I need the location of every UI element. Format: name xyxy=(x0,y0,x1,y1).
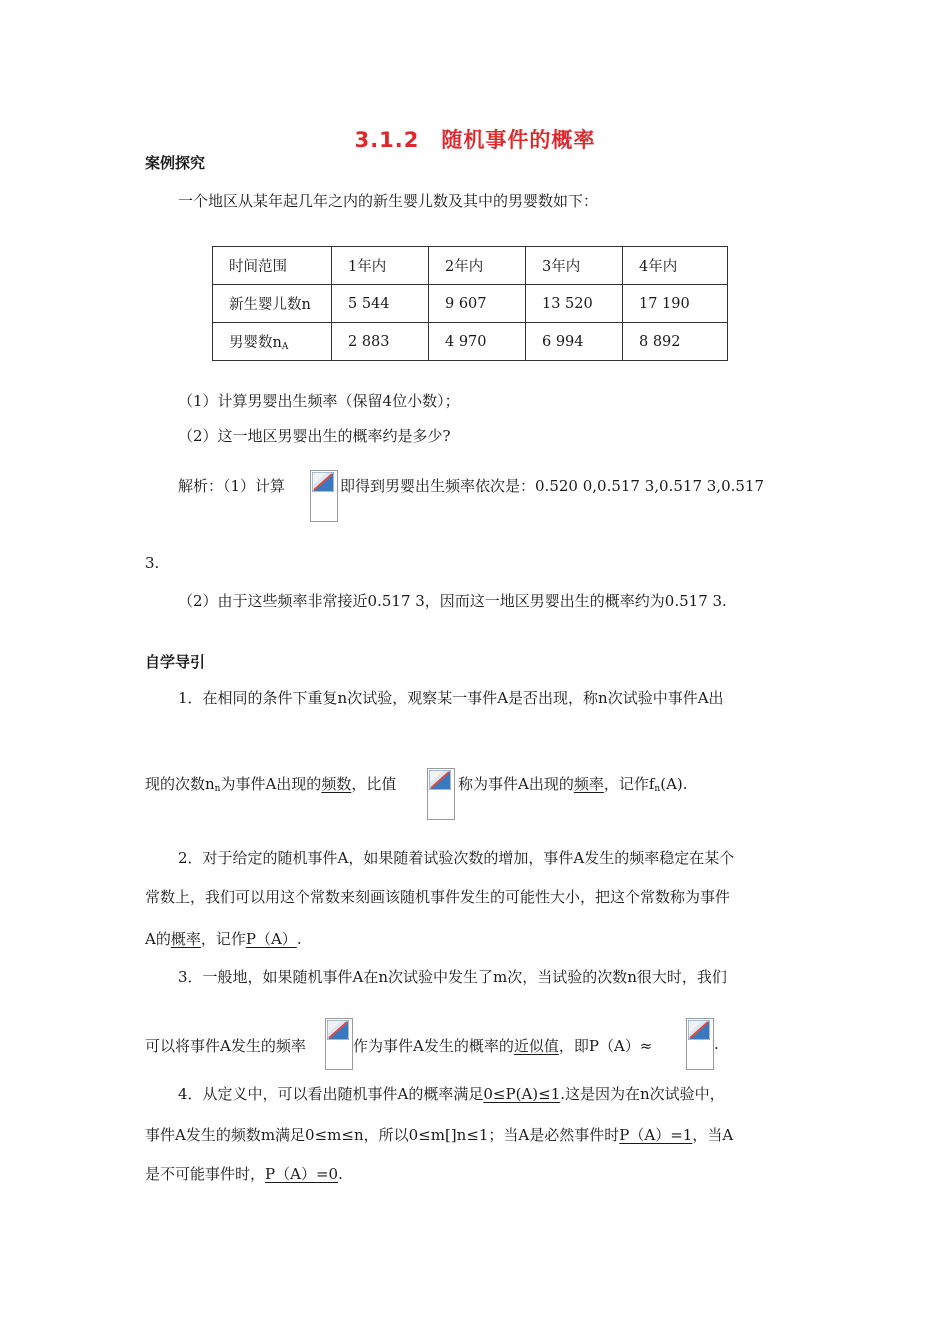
table-cell: 4 970 xyxy=(429,323,526,361)
section-heading-self-study: 自学导引 xyxy=(145,653,206,671)
question-2: （2）这一地区男婴出生的概率约是多少? xyxy=(178,427,451,445)
table-cell: 新生婴儿数n xyxy=(213,285,332,323)
text: 是不可能事件时， xyxy=(145,1165,266,1183)
paragraph-3-line-1: 3．一般地，如果随机事件A在n次试验中发生了m次，当试验的次数n很大时，我们 xyxy=(178,968,727,986)
subscript: n xyxy=(654,784,661,794)
text: ，即P（A）≈ xyxy=(558,1037,653,1055)
underlined-answer: 概率 xyxy=(170,930,201,948)
text: . xyxy=(338,1165,343,1183)
paragraph-2-line-1: 2．对于给定的随机事件A，如果随着试验次数的增加，事件A发生的频率稳定在某个 xyxy=(178,849,735,867)
paragraph-4-line-2 xyxy=(145,1124,733,1145)
solution-line-1b: 即得到男婴出生频率依次是：0.520 0,0.517 3,0.517 3,0.517 xyxy=(340,477,765,495)
text: (A). xyxy=(660,775,688,793)
text: . xyxy=(296,930,302,948)
broken-image-icon xyxy=(310,470,338,522)
underlined-answer: 频数 xyxy=(321,775,352,793)
text: .这是因为在n次试验中， xyxy=(560,1085,725,1103)
broken-image-icon xyxy=(325,1018,353,1070)
table-cell: 9 607 xyxy=(429,285,526,323)
solution-line-2: （2）由于这些频率非常接近0.517 3，因而这一地区男婴出生的概率约为0.517 3. xyxy=(178,592,727,610)
table-cell xyxy=(213,323,332,361)
table-cell: 2 883 xyxy=(332,323,429,361)
question-1: （1）计算男婴出生频率（保留4位小数）； xyxy=(178,392,460,410)
table-cell: 1年内 xyxy=(332,247,429,285)
table-cell: 5 544 xyxy=(332,285,429,323)
table-row xyxy=(213,323,728,361)
paragraph-3-line-2b xyxy=(353,1035,652,1056)
text: ，记作 xyxy=(200,930,246,948)
underlined-answer: 近似值 xyxy=(513,1037,559,1055)
text: 4．从定义中，可以看出随机事件A的概率满足 xyxy=(178,1085,484,1103)
section-heading-case-study: 案例探究 xyxy=(145,154,206,172)
text: 称为事件A出现的 xyxy=(458,775,574,793)
page-title: 3.1.2 随机事件的概率 xyxy=(354,128,596,152)
broken-image-icon xyxy=(427,768,455,820)
table-row xyxy=(213,285,728,323)
underlined-answer: P（A） xyxy=(245,930,297,948)
text: ，当A xyxy=(692,1126,734,1144)
table-header-row xyxy=(213,247,728,285)
text: A的 xyxy=(145,930,171,948)
underlined-answer: P（A）=1 xyxy=(619,1126,693,1144)
paragraph-3-line-2a: 可以将事件A发生的频率 xyxy=(145,1037,306,1055)
paragraph-2-line-2: 常数上，我们可以用这个常数来刻画该随机事件发生的可能性大小，把这个常数称为事件 xyxy=(145,888,731,906)
subscript: n xyxy=(214,784,221,794)
text: 事件A发生的频数m满足0≤m≤n，所以0≤m[]n≤1；当A是必然事件时 xyxy=(145,1126,620,1144)
paragraph-4-line-1 xyxy=(178,1083,725,1104)
table-cell: 13 520 xyxy=(526,285,623,323)
text: ，记作f xyxy=(603,775,655,793)
text: ，比值 xyxy=(351,775,397,793)
paragraph-2-line-3 xyxy=(145,928,302,949)
underlined-answer: 0≤P(A)≤1 xyxy=(483,1085,561,1103)
text: 为事件A出现的 xyxy=(220,775,322,793)
table-cell: 4年内 xyxy=(623,247,728,285)
table-cell: 3年内 xyxy=(526,247,623,285)
underlined-answer: 频率 xyxy=(573,775,604,793)
broken-image-icon xyxy=(686,1018,714,1070)
paragraph-1-line-2 xyxy=(145,773,396,794)
row-label-subscript: A xyxy=(281,342,289,352)
table-cell: 2年内 xyxy=(429,247,526,285)
table-cell: 6 994 xyxy=(526,323,623,361)
intro-paragraph: 一个地区从某年起几年之内的新生婴儿数及其中的男婴数如下： xyxy=(178,192,599,210)
row-label: 男婴数n xyxy=(229,335,282,351)
text: 现的次数n xyxy=(145,775,215,793)
solution-line-1a: 解析：（1）计算 xyxy=(178,477,286,495)
birth-data-table xyxy=(212,246,728,361)
paragraph-4-line-3 xyxy=(145,1163,343,1184)
solution-line-1c: 3. xyxy=(145,554,160,572)
paragraph-1-line-1: 1．在相同的条件下重复n次试验，观察某一事件A是否出现，称n次试验中事件A出 xyxy=(178,689,724,707)
paragraph-1-line-2b xyxy=(458,773,688,794)
text: 作为事件A发生的概率的 xyxy=(353,1037,514,1055)
underlined-answer: P（A）=0 xyxy=(265,1165,339,1183)
paragraph-3-period: . xyxy=(714,1035,719,1053)
table-cell: 17 190 xyxy=(623,285,728,323)
table-cell: 8 892 xyxy=(623,323,728,361)
table-cell: 时间范围 xyxy=(213,247,332,285)
